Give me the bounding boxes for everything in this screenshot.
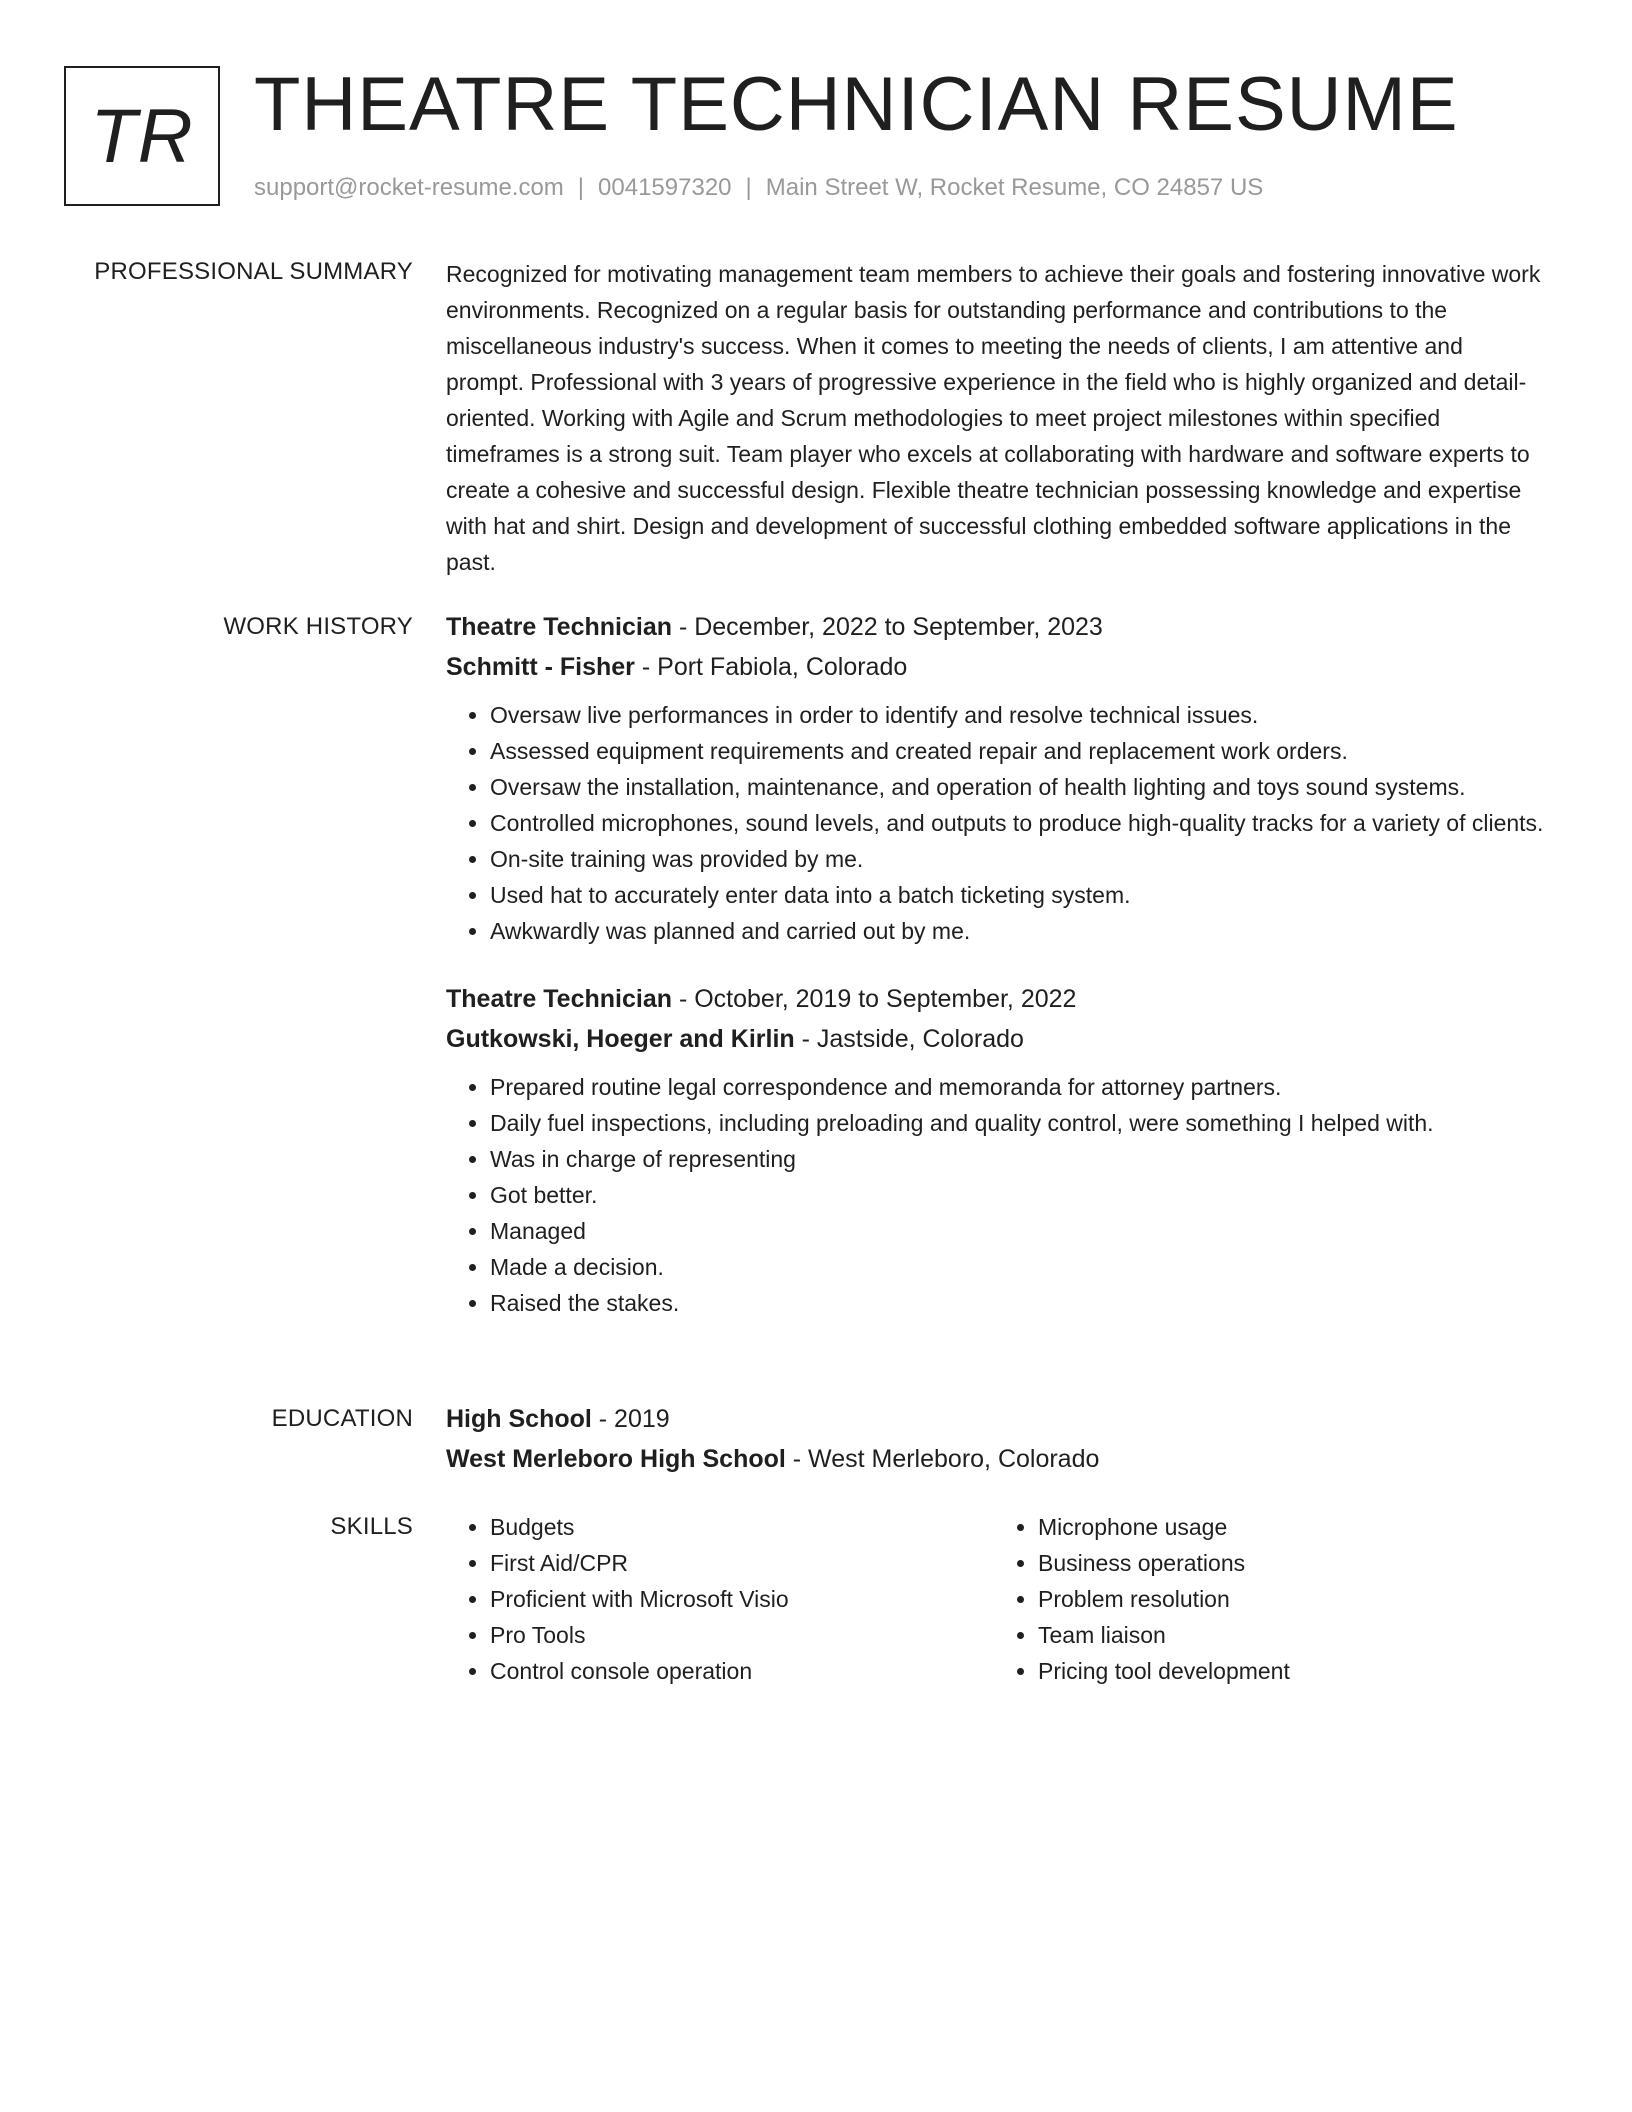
job-title-line xyxy=(446,979,1546,1019)
list-item: • Business operations xyxy=(1038,1545,1542,1581)
list-item: • On-site training was provided by me. xyxy=(490,841,1546,877)
education-location: - West Merleboro, Colorado xyxy=(785,1445,1100,1473)
list-item: • Daily fuel inspections, including preloading and quality control, were something I helped with. xyxy=(490,1105,1546,1141)
education-degree: High School xyxy=(446,1405,592,1433)
summary-body xyxy=(446,256,1546,580)
list-item: • Raised the stakes. xyxy=(490,1285,1546,1321)
education-school: West Merleboro High School xyxy=(446,1445,786,1473)
job-title: Theatre Technician xyxy=(446,613,672,641)
list-item: • Oversaw live performances in order to identify and resolve technical issues. xyxy=(490,697,1546,733)
job-dates: - October, 2019 to September, 2022 xyxy=(672,985,1077,1013)
list-item: • Microphone usage xyxy=(1038,1509,1542,1545)
education-school-line xyxy=(446,1439,1546,1479)
education-year: - 2019 xyxy=(591,1405,670,1433)
job-title: Theatre Technician xyxy=(446,985,672,1013)
list-item: • Made a decision. xyxy=(490,1249,1546,1285)
list-item: • Assessed equipment requirements and created repair and replacement work orders. xyxy=(490,733,1546,769)
summary-text: Recognized for motivating management team members to achieve their goals and fostering innovative work environments. Recognized on a regular basis for outstanding performance and contributions to the miscellaneous industry's success. When it comes to meeting the needs of clients, I am attentive and prompt. Professional with 3 years of progressive experience in the field who is highly organized and detail-oriented. Working with Agile and Scrum methodologies to meet project milestones within specified timeframes is a strong suit. Team player who excels at collaborating with hardware and software experts to create a cohesive and successful design. Flexible theatre technician possessing knowledge and expertise with hat and shirt. Design and development of successful clothing embedded software applications in the past. xyxy=(446,261,1541,575)
list-item: • First Aid/CPR xyxy=(490,1545,994,1581)
skills-list-left xyxy=(446,1509,994,1689)
list-item: • Control console operation xyxy=(490,1653,994,1689)
resume-header xyxy=(64,62,1564,216)
list-item: • Managed xyxy=(490,1213,1546,1249)
job-title-line xyxy=(446,607,1546,647)
skills-column-left xyxy=(446,1509,994,1689)
list-item: • Pro Tools xyxy=(490,1617,994,1653)
monogram-logo: TR xyxy=(64,66,220,206)
job-company-line xyxy=(446,647,1546,687)
job-company-line xyxy=(446,1019,1546,1059)
skills-heading: SKILLS xyxy=(330,1513,413,1540)
list-item: • Problem resolution xyxy=(1038,1581,1542,1617)
list-item: • Got better. xyxy=(490,1177,1546,1213)
list-item: • Oversaw the installation, maintenance, and operation of health lighting and toys sound systems. xyxy=(490,769,1546,805)
work-history-body xyxy=(446,607,1546,1321)
list-item: • Proficient with Microsoft Visio xyxy=(490,1581,994,1617)
education-body xyxy=(446,1399,1546,1479)
skills-grid xyxy=(446,1509,1546,1689)
skills-list-right xyxy=(994,1509,1542,1689)
job-bullets xyxy=(446,697,1546,949)
list-item: • Team liaison xyxy=(1038,1617,1542,1653)
summary-heading: PROFESSIONAL SUMMARY xyxy=(94,258,413,285)
job-company: Gutkowski, Hoeger and Kirlin xyxy=(446,1025,795,1053)
job-location: - Port Fabiola, Colorado xyxy=(634,653,908,681)
skills-body xyxy=(446,1509,1546,1689)
work-history-heading: WORK HISTORY xyxy=(223,613,413,640)
contact-line xyxy=(254,173,1263,203)
contact-phone: 0041597320 xyxy=(598,174,732,201)
list-item: • Was in charge of representing xyxy=(490,1141,1546,1177)
contact-separator: | xyxy=(577,174,585,201)
education-degree-line xyxy=(446,1399,1546,1439)
contact-address: Main Street W, Rocket Resume, CO 24857 US xyxy=(765,174,1264,201)
list-item: • Used hat to accurately enter data into a batch ticketing system. xyxy=(490,877,1546,913)
list-item: • Prepared routine legal correspondence and memoranda for attorney partners. xyxy=(490,1069,1546,1105)
list-item: • Controlled microphones, sound levels, and outputs to produce high-quality tracks for a variety of clients. xyxy=(490,805,1546,841)
list-item: • Budgets xyxy=(490,1509,994,1545)
education-heading: EDUCATION xyxy=(271,1405,413,1432)
job-dates: - December, 2022 to September, 2023 xyxy=(672,613,1103,641)
resume-title: THEATRE TECHNICIAN RESUME xyxy=(254,62,1459,147)
list-item: • Awkwardly was planned and carried out by me. xyxy=(490,913,1546,949)
skills-column-right xyxy=(994,1509,1542,1689)
job-bullets xyxy=(446,1069,1546,1321)
job-company: Schmitt - Fisher xyxy=(446,653,635,681)
job-location: - Jastside, Colorado xyxy=(794,1025,1024,1053)
job-entry xyxy=(446,607,1546,949)
contact-email: support@rocket-resume.com xyxy=(254,174,564,201)
contact-separator: | xyxy=(745,174,752,201)
list-item: • Pricing tool development xyxy=(1038,1653,1542,1689)
job-entry xyxy=(446,979,1546,1321)
